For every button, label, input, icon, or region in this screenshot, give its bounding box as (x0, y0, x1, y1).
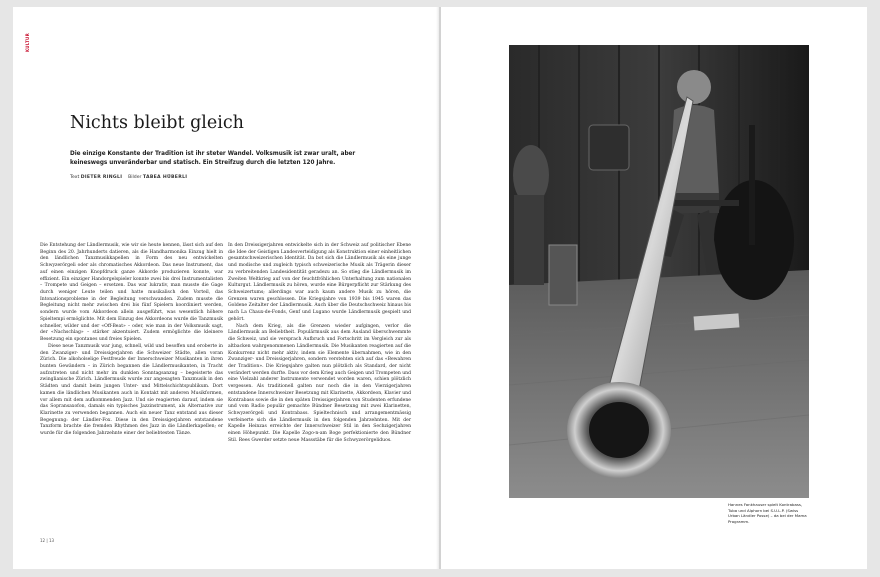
body-paragraph: Die Entstehung der Ländlermusik, wie wir sie heute kennen, lässt sich auf den Beginn des 20. Jahrhunderts datieren, als die Handharmonika Einzug hielt in den ländlichen Tanzmusikkapellen in Form des neu entwickelten Schwyzerörgeli oder als chromatisches Akkordeon. Das neue Instrument, das auf einen einzigen Knopfdruck ganze Akkorde produzieren konnte, war effizient. Ein einziger Handorgelspieler konnte zwei bis drei Instrumentalisten – Trompete und Geigen – ersetzen. Das war lukrativ, man musste die Gage durch weniger Leute teilen und hatte musikalisch den Vorteil, das Intonationsprobleme in der Begleitung verschwanden. Zudem musste die Begleitung nicht mehr zwischen drei bis fünf Spielern koordiniert werden, sondern wurde vom Akkordeon allein ausgeführt, was wesentlich höhere Spieltempi ermöglichte. Mit dem Einzug des Akkordeons wurde die Tanzmusik schneller, wilder und der «Off-Beat» – oder, wie man in der Volksmusik sagt, der «Nachschlag» – stärker akzentuiert. Zudem ermöglichte die kleinere Besetzung ein spontanes und freies Spielen. (40, 243, 223, 343)
left-page (13, 7, 439, 569)
alphorn-player-photo (509, 45, 809, 498)
body-paragraph: In den Dreissigerjahren entwickelte sich in der Schweiz auf politischer Ebene die Idee der Geistigen Landesverteidigung als Konstruktion einer einheitlichen gesamtschweizerischen Identität. Da bot sich die Ländlermusik als eine junge und modische und zugleich typisch schweizerische Musik als Trägerin dieser zu verbreitenden Landesidentität geradezu an. So stieg die Ländlermusik im Zweiten Weltkrieg auf von der feuchtfröhlichen Unterhaltung zum nationalen Kulturgut. Ländlermusik zu hören, wurde eine Bürgerpflicht zur Stärkung des Schweizertums; allerdings war auch kaum andere Musik zu hören, die Grenzen waren geschlossen. Die Kriegsjahre von 1939 bis 1945 waren das Goldene Zeitalter der Ländlermusik. Auch über die Deutschschweiz hinaus bis nach La Chaux-de-Fonds, Genf und Lugano wurde Ländlermusik gespielt und gehört. (228, 243, 411, 322)
images-author: TABEA HÜBERLI (142, 175, 188, 180)
right-page (441, 7, 867, 569)
page-number: 12 | 13 (40, 538, 55, 543)
body-column-1 (40, 243, 223, 438)
article-credits (70, 175, 187, 180)
images-label: Bilder (128, 175, 142, 180)
body-column-2 (228, 243, 411, 445)
photo-caption: Hannes Fankhauser spielt Kontrabass, Tuba und Alphorn bei S.U.L.P. (Swiss Urban Ländler Posse) – da bei der Mama Programm. (728, 502, 807, 524)
text-label: Text (70, 175, 80, 180)
text-author: DIETER RINGLI (80, 175, 123, 180)
article-lead: Die einzige Konstante der Tradition ist ihr steter Wandel. Volksmusik ist zwar uralt, aber keineswegs unveränderbar und statisch. Ein Streifzug durch die letzten 120 Jahre. (70, 151, 356, 166)
photo-illustration (509, 45, 809, 498)
article-title: Nichts bleibt gleich (70, 113, 244, 133)
section-tag: KULTUR (25, 33, 30, 53)
body-paragraph: Nach dem Krieg, als die Grenzen wieder aufgingen, verlor die Ländlermusik an Beliebtheit. Populärmusik aus dem Ausland überschwemmte die Schweiz, und sie versprach Aufbruch und Fortschritt im Vergleich zur als altbacken wahrgenommenen Ländlermusik. Die Musikanten reagierten auf die Konkurrenz nicht mehr aktiv, indem sie Elemente übernahmen, wie in den Zwanziger- und Dreissigerjahren, sondern verstehten sich auf das «Bewahren der Tradition». Die Kriegsjahre galten nun plötzlich als Standard, der nicht verändert werden durfte. Dass vor dem Krieg auch Geigen und Trompeten und eine Vielzahl anderer Instrumente verwendet worden waren, schien plötzlich vergessen. Als traditionell galten nur noch die in den Vierzigerjahren entstandene Innerschweizer Besetzung mit Klarinette, Akkordeon, Klavier und Kontrabass sowie die in den späten Dreissigerjahren von Studenten erfundene und vom Radio populär gemachte Bündner Besetzung mit zwei Klarinetten, Schwyzerörgeli und Kontrabass. Spieltechnisch und arrangementmässig verfeinerte sich die Ländlermusik in den folgenden Jahrzehnten. Mit der Kapelle Heinzas erreichte der Innerschweizer Stil in den Sechzigerjahren einen Höhepunkt. Die Kapelle Zogo-n-am Boge perfektionierte den Bündner Stil. Rees Gwerder setzte neue Massstäbe für die Schwyzerörgeliduos. (228, 323, 411, 443)
body-paragraph: Diese neue Tanzmusik war jung, schnell, wild und besoffen und eroberte in den Zwanziger- und Dreissigerjahren die Schweizer Städte, allen voran Zürich. Die alkoholselige Festfreude der Innerschweizer Musikanten in ihren bunten Gewändern – in Zürich begannen die Ländlermusikanten, in Tracht aufzutreten und nicht mehr im dunklen Sonntagsanzug – begeisterte das zwinglianische Zürich. Ländlermusik wurde zur angesagten Tanzmusik in den Städten und damit beim jungen Unter- und Mittelschichtspublikum. Dort kamen die ländlichen Musikanten auch in Kontakt mit anderen Musikformen, vor allem mit dem aufkommenden Jazz. Und sie reagierten darauf, indem sie das Sopransaxofon, damals ein typisches Jazzinstrument, als Alternative zur Klarinette zu verwenden begannen. Auch ein neuer Tanz entstand aus dieser Begegnung: der Ländler-Fox. Diese in den Dreissigerjahren entstandene Tanzform brachte die fremden Rhythmen des Jazz in die Ländlerkapellen; er wurde für die folgenden Jahrzehnte einer der beliebtesten Tänze. (40, 343, 223, 437)
